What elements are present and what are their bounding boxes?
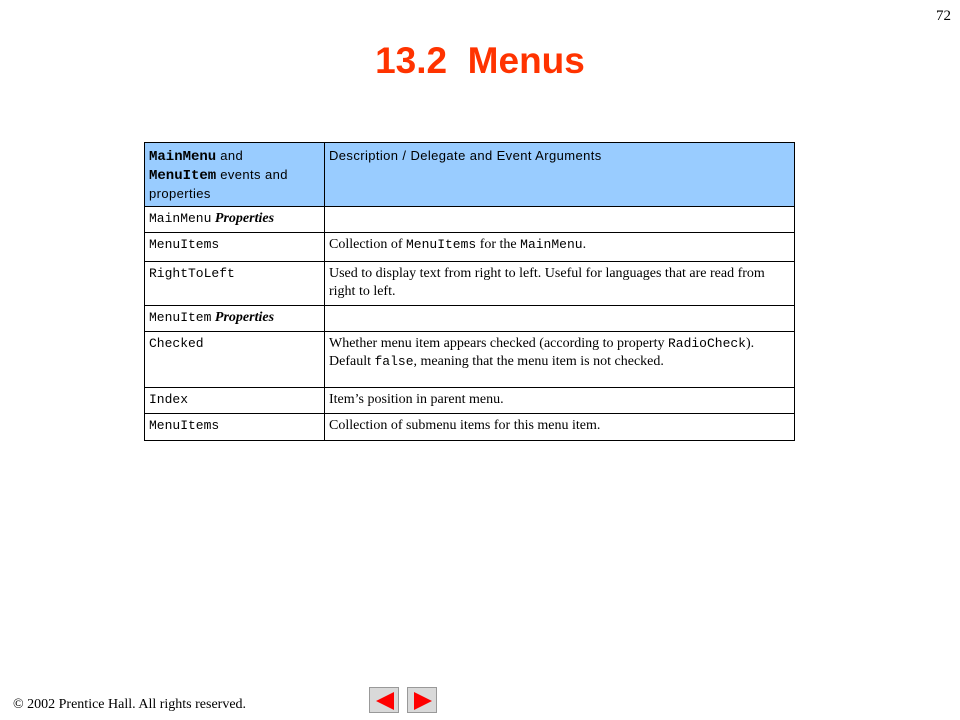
- table-row: [145, 262, 795, 306]
- left-arrow-icon: [370, 688, 400, 714]
- section-cell: [145, 207, 325, 233]
- desc-code: false: [374, 354, 414, 369]
- property-name: MenuItems: [149, 237, 220, 252]
- property-desc-cell: [325, 262, 795, 306]
- property-name: Checked: [149, 336, 204, 351]
- next-slide-button[interactable]: [407, 687, 437, 713]
- desc-text: ). Default: [329, 336, 755, 369]
- empty-cell: [325, 207, 795, 233]
- desc-text: .: [582, 237, 587, 252]
- desc-text: Item’s position in parent menu.: [329, 392, 504, 407]
- section-label: Properties: [214, 211, 275, 226]
- property-name-cell: [145, 388, 325, 414]
- desc-text: Whether menu item appears checked (according to property: [329, 336, 668, 351]
- previous-slide-button[interactable]: [369, 687, 399, 713]
- property-name: Index: [149, 392, 189, 407]
- header-cell-description: [325, 143, 795, 207]
- property-desc-cell: [325, 388, 795, 414]
- desc-text: Used to display text from right to left. Useful for languages that are read from right to left.: [329, 266, 765, 299]
- property-name-cell: [145, 332, 325, 388]
- table-row: [145, 388, 795, 414]
- slide-title: 13.2 Menus: [375, 40, 585, 81]
- section-label: Properties: [214, 310, 275, 325]
- table-row: [145, 414, 795, 441]
- section-cell: [145, 306, 325, 332]
- section-code: MainMenu: [149, 211, 212, 226]
- property-name: MenuItems: [149, 418, 220, 433]
- header-text-and: and: [216, 148, 244, 163]
- desc-code: MenuItems: [406, 237, 477, 252]
- empty-cell: [325, 306, 795, 332]
- header-text-properties: properties: [149, 186, 211, 201]
- table-row: [145, 332, 795, 388]
- table-header-row: [145, 143, 795, 207]
- desc-text: Collection of: [329, 237, 406, 252]
- desc-text: , meaning that the menu item is not checked.: [413, 354, 664, 369]
- property-desc-cell: [325, 332, 795, 388]
- property-desc-cell: [325, 233, 795, 262]
- property-name-cell: [145, 414, 325, 441]
- property-name-cell: [145, 233, 325, 262]
- property-name-cell: [145, 262, 325, 306]
- header-code-mainmenu: MainMenu: [149, 149, 217, 165]
- table-row: [145, 233, 795, 262]
- section-code: MenuItem: [149, 310, 212, 325]
- page-number: 72: [936, 8, 951, 24]
- header-text-description: Description / Delegate and Event Arguments: [329, 148, 602, 163]
- copyright-footer: © 2002 Prentice Hall. All rights reserved.: [13, 697, 247, 712]
- header-text-events: events and: [216, 167, 288, 182]
- right-arrow-icon: [408, 688, 438, 714]
- header-cell-events: [145, 143, 325, 207]
- table-row: [145, 207, 795, 233]
- header-code-menuitem: MenuItem: [149, 168, 217, 184]
- desc-code: RadioCheck: [667, 336, 746, 351]
- desc-code: MainMenu: [520, 237, 583, 252]
- desc-text: for the: [476, 237, 521, 252]
- table-row: [145, 306, 795, 332]
- property-desc-cell: [325, 414, 795, 441]
- property-name: RightToLeft: [149, 266, 235, 281]
- menu-properties-table: [144, 142, 795, 441]
- desc-text: Collection of submenu items for this menu item.: [329, 418, 601, 433]
